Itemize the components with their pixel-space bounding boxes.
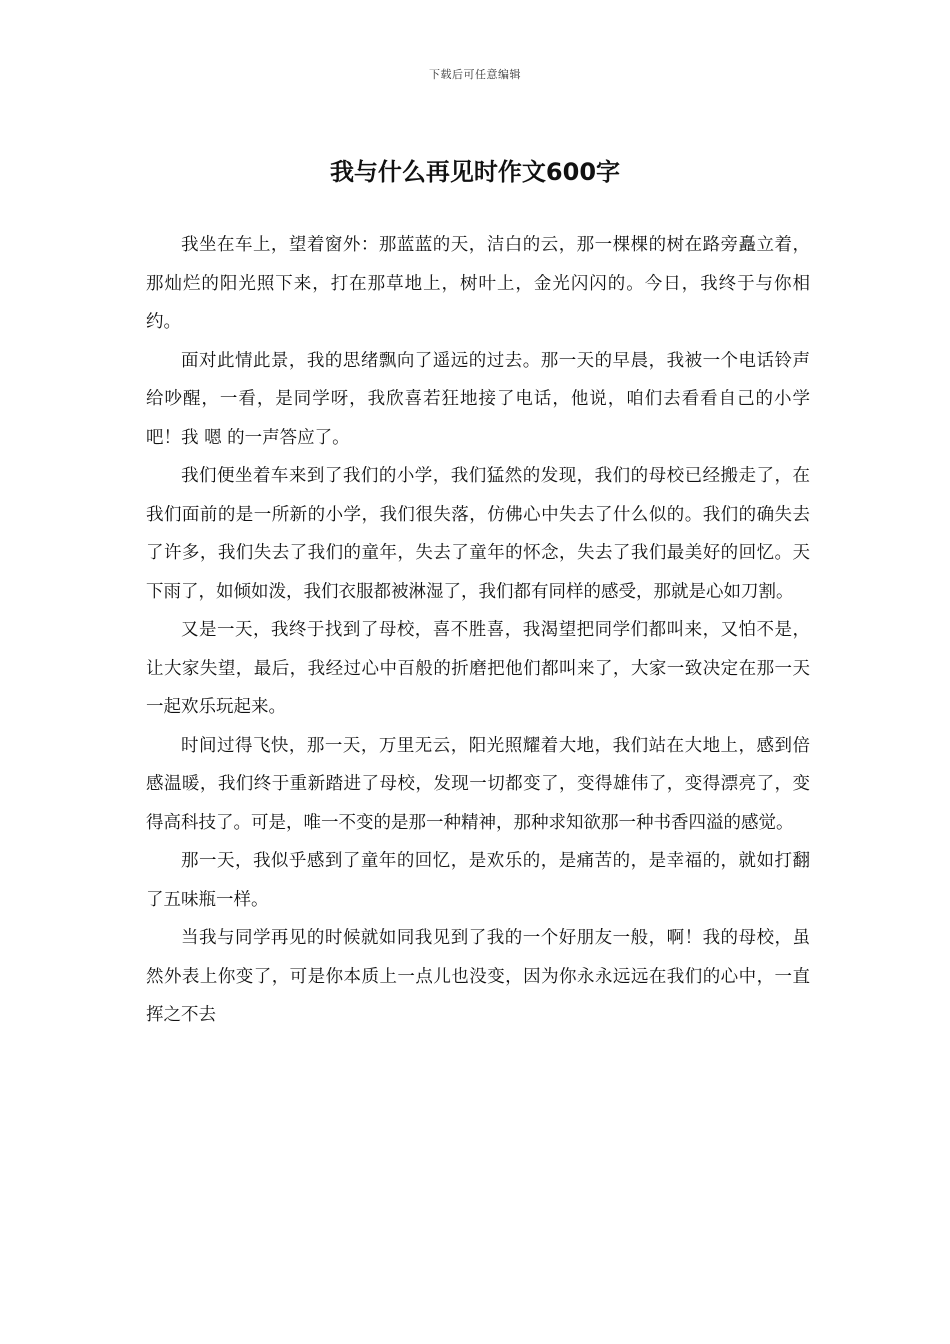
header-note: 下载后可任意编辑 <box>429 68 521 81</box>
document-body <box>146 226 810 1035</box>
paragraph-4: 又是一天，我终于找到了母校，喜不胜喜，我渴望把同学们都叫来，又怕不是，让大家失望，最后，我经过心中百般的折磨把他们都叫来了，大家一致决定在那一天一起欢乐玩起来。 <box>146 620 810 717</box>
paragraph-3: 我们便坐着车来到了我们的小学，我们猛然的发现，我们的母校已经搬走了，在我们面前的是一所新的小学，我们很失落，仿佛心中失去了什么似的。我们的确失去了许多，我们失去了我们的童年，失去了童年的怀念，失去了我们最美好的回忆。天下雨了，如倾如泼，我们衣服都被淋湿了，我们都有同样的感受，那就是心如刀割。 <box>146 466 810 602</box>
paragraph-1: 我坐在车上，望着窗外：那蓝蓝的天，洁白的云，那一棵棵的树在路旁矗立着，那灿烂的阳光照下来，打在那草地上，树叶上，金光闪闪的。今日，我终于与你相约。 <box>146 235 810 332</box>
paragraph-5: 时间过得飞快，那一天，万里无云，阳光照耀着大地，我们站在大地上，感到倍感温暖，我们终于重新踏进了母校，发现一切都变了，变得雄伟了，变得漂亮了，变得高科技了。可是，唯一不变的是那一种精神，那种求知欲那一种书香四溢的感觉。 <box>146 735 810 833</box>
paragraph-7: 当我与同学再见的时候就如同我见到了我的一个好朋友一般，啊！我的母校，虽然外表上你变了，可是你本质上一点儿也没变，因为你永永远远在我们的心中，一直挥之不去 <box>146 928 810 1025</box>
paragraph-6: 那一天，我似乎感到了童年的回忆，是欢乐的，是痛苦的，是幸福的，就如打翻了五味瓶一样。 <box>146 851 810 910</box>
paragraph-2: 面对此情此景，我的思绪飘向了遥远的过去。那一天的早晨，我被一个电话铃声给吵醒，一看，是同学呀，我欣喜若狂地接了电话，他说，咱们去看看自己的小学吧！我 嗯 的一声答应了。 <box>146 350 810 448</box>
document-title: 我与什么再见时作文600字 <box>329 158 621 186</box>
